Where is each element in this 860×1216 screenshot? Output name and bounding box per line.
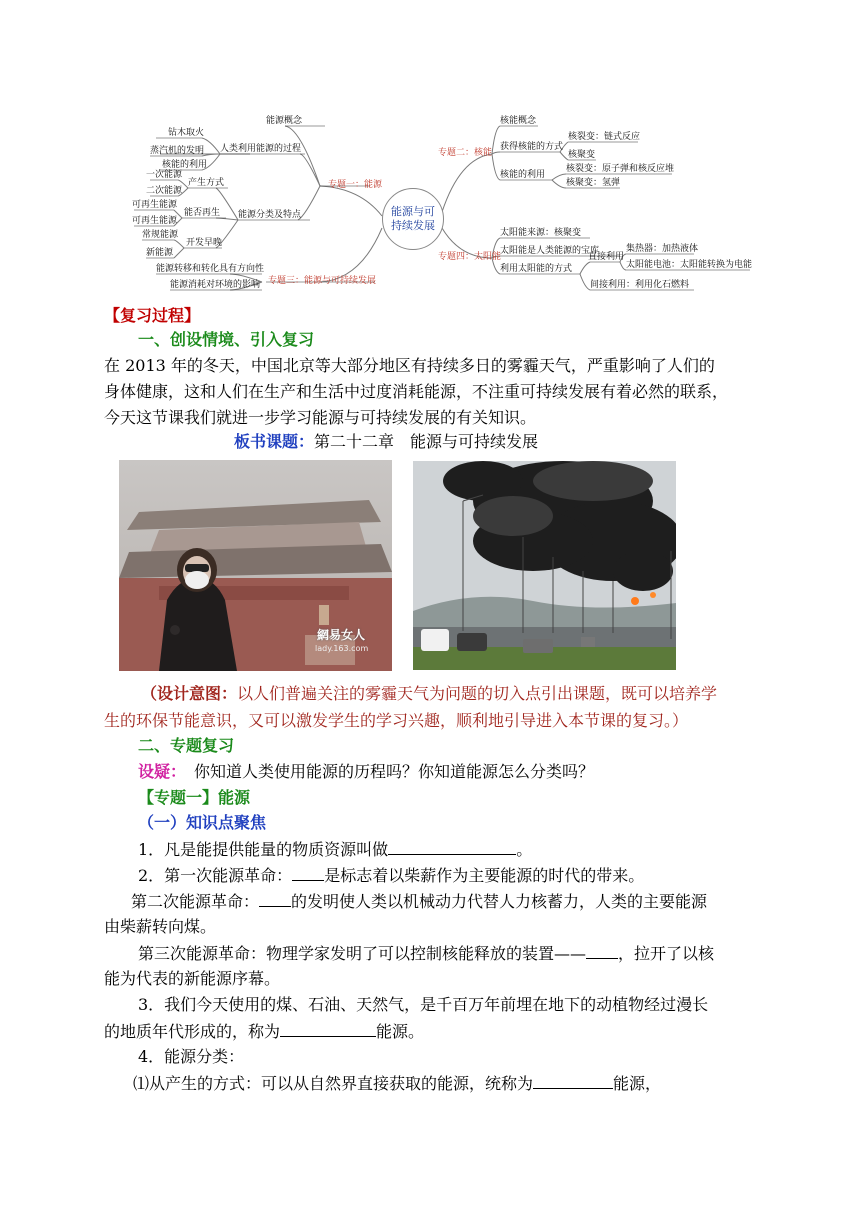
- node-solar-store: 太阳能是人类能源的宝库: [500, 246, 600, 256]
- node-solar-direct-2: 太阳能电池：太阳能转换为电能: [626, 260, 753, 270]
- design-intent-text1: 以人们普遍关注的雾霾天气为问题的切入点引出课题，既可以培养学: [237, 684, 718, 703]
- question7-text: ⑴从产生的方式：可以从自然界直接获取的能源，统称为: [133, 1074, 534, 1093]
- question5: 3．我们今天使用的煤、石油、天然气，是千百万年前埋在地下的动植物经过漫长: [138, 995, 709, 1014]
- question5-text: 的地质年代形成的，称为: [104, 1022, 281, 1041]
- design-intent-text2: 生的环保节能意识，又可以激发学生的学习兴趣，顺利地引导进入本节课的复习。）: [104, 711, 689, 730]
- node-renewable-1: 可再生能源: [132, 200, 178, 210]
- topic1-title: [138, 787, 250, 809]
- watermark-url: lady.163.com: [315, 644, 369, 653]
- board-label: 板书课题：: [234, 432, 315, 451]
- node-nuclear-use: 核能的利用: [500, 170, 546, 180]
- question2-blank[interactable]: [292, 864, 324, 881]
- paragraph1-line2: 身体健康，这和人们在生产和生活中过度消耗能源，不注重可持续发展有着必然的联系，: [104, 382, 729, 401]
- question3-text: 第二次能源革命：: [131, 892, 260, 911]
- node-history-1: 钻木取火: [168, 128, 205, 138]
- node-nuclear-fission: 核裂变：链式反应: [568, 132, 641, 142]
- node-nuclear-concept: 核能概念: [500, 116, 537, 126]
- node-nuclear-use-2: 核聚变：氢弹: [566, 178, 621, 188]
- section2-title-text: 二、专题复习: [138, 736, 235, 755]
- question4-end: ，拉开了以核: [618, 944, 715, 963]
- question3-end: 的发明使人类以机械动力代替人力核蓄力，人类的主要能源: [291, 892, 708, 911]
- focus-title: [138, 812, 266, 834]
- node-history-2: 蒸汽机的发明: [150, 146, 205, 156]
- question5-continued: [104, 1020, 424, 1043]
- paragraph1-line3: 今天这节课我们就进一步学习能源与可持续发展的有关知识。: [104, 408, 537, 427]
- node-energy-classify: 能源分类及特点: [238, 210, 302, 220]
- question3-continued: 由柴薪转向煤。: [104, 917, 217, 936]
- question1: [138, 838, 532, 861]
- review-heading-text: 【复习过程】: [104, 306, 201, 325]
- query-label: 设疑：: [138, 762, 187, 781]
- question2: [138, 864, 644, 887]
- question7-blank[interactable]: [533, 1072, 613, 1089]
- question1-end: 。: [516, 840, 533, 859]
- node-history-3: 核能的利用: [162, 160, 208, 170]
- topic1-node: 专题一：能源: [328, 180, 383, 190]
- query-text: 你知道人类使用能源的历程吗？你知道能源怎么分类吗？: [194, 762, 595, 781]
- paragraph1-line1: 在 2013 年的冬天，中国北京等大部分地区有持续多日的雾霾天气，严重影响了人们的: [104, 356, 715, 375]
- topic2-node: 专题二：核能: [438, 148, 493, 158]
- node-secondary-energy: 二次能源: [146, 186, 183, 196]
- node-classify-renew: 能否再生: [184, 208, 221, 218]
- node-energy-concept: 能源概念: [266, 116, 303, 126]
- section1-title-text: 一、创设情境、引入复习: [138, 330, 315, 349]
- section1-title: [138, 329, 314, 351]
- review-heading: [104, 305, 200, 327]
- black-smoke-image: [413, 461, 676, 670]
- mind-map: [120, 108, 760, 298]
- question7: [133, 1072, 661, 1095]
- question3: [131, 890, 707, 913]
- node-solar-direct: 直接利用: [588, 252, 625, 262]
- smog-tiananmen-photo: [119, 460, 392, 671]
- black-smoke-photo: [413, 461, 676, 670]
- section2-title: [138, 735, 234, 757]
- question5-end: 能源。: [376, 1022, 425, 1041]
- design-intent-line1: [141, 683, 717, 705]
- question4-blank[interactable]: [586, 942, 618, 959]
- node-solar-indirect: 间接利用：利用化石燃料: [590, 280, 690, 290]
- node-nuclear-get: 获得核能的方式: [500, 142, 564, 152]
- node-solar-direct-1: 集热器：加热液体: [626, 244, 699, 254]
- watermark-logo: 網易女人: [317, 628, 366, 642]
- node-classify-dev: 开发早晚: [186, 238, 223, 248]
- node-sustain-2: 能源消耗对环境的影响: [170, 280, 261, 290]
- node-nuclear-use-1: 核裂变：原子弹和核反应堆: [566, 164, 675, 174]
- node-sustain-1: 能源转移和转化具有方向性: [156, 264, 265, 274]
- node-nuclear-fusion: 核聚变: [568, 150, 596, 160]
- question7-end: 能源，: [613, 1074, 662, 1093]
- node-energy-history: 人类利用能源的过程: [220, 144, 302, 154]
- design-intent-label: （设计意图：: [141, 684, 238, 703]
- topic4-node: 专题四：太阳能: [438, 252, 502, 262]
- question1-blank[interactable]: [388, 838, 516, 855]
- design-intent-line2: [104, 710, 688, 732]
- question1-text: 1．凡是能提供能量的物质资源叫做: [138, 840, 389, 859]
- topic3-node: 专题三：能源与可持续发展: [268, 276, 377, 286]
- mind-map-center: [382, 188, 444, 250]
- node-renewable-2: 可再生能源: [132, 216, 178, 226]
- board-title: [234, 431, 538, 453]
- question2-text: 2．第一次能源革命：: [138, 866, 293, 885]
- question3-blank[interactable]: [259, 890, 291, 907]
- focus-title-text: （一）知识点聚焦: [138, 813, 267, 832]
- question2-end: 是标志着以柴薪作为主要能源的时代的带来。: [324, 866, 645, 885]
- question5-blank[interactable]: [280, 1020, 376, 1037]
- query-line: [138, 761, 594, 783]
- question4-continued: 能为代表的新能源序幕。: [104, 969, 281, 988]
- mind-map-center-label: 能源与可 持续发展: [391, 205, 435, 232]
- topic1-title-text: 【专题一】能源: [138, 788, 251, 807]
- node-primary-energy: 一次能源: [146, 170, 183, 180]
- question6: 4．能源分类：: [138, 1047, 245, 1066]
- node-solar-source: 太阳能来源：核聚变: [500, 228, 582, 238]
- node-new-energy: 新能源: [146, 248, 174, 258]
- node-conventional-energy: 常规能源: [142, 230, 179, 240]
- board-text: 第二十二章 能源与可持续发展: [314, 432, 539, 451]
- node-classify-way: 产生方式: [188, 178, 225, 188]
- node-solar-use: 利用太阳能的方式: [500, 264, 573, 274]
- question4: [138, 942, 714, 965]
- question4-text: 第三次能源革命：物理学家发明了可以控制核能释放的装置——: [138, 944, 587, 963]
